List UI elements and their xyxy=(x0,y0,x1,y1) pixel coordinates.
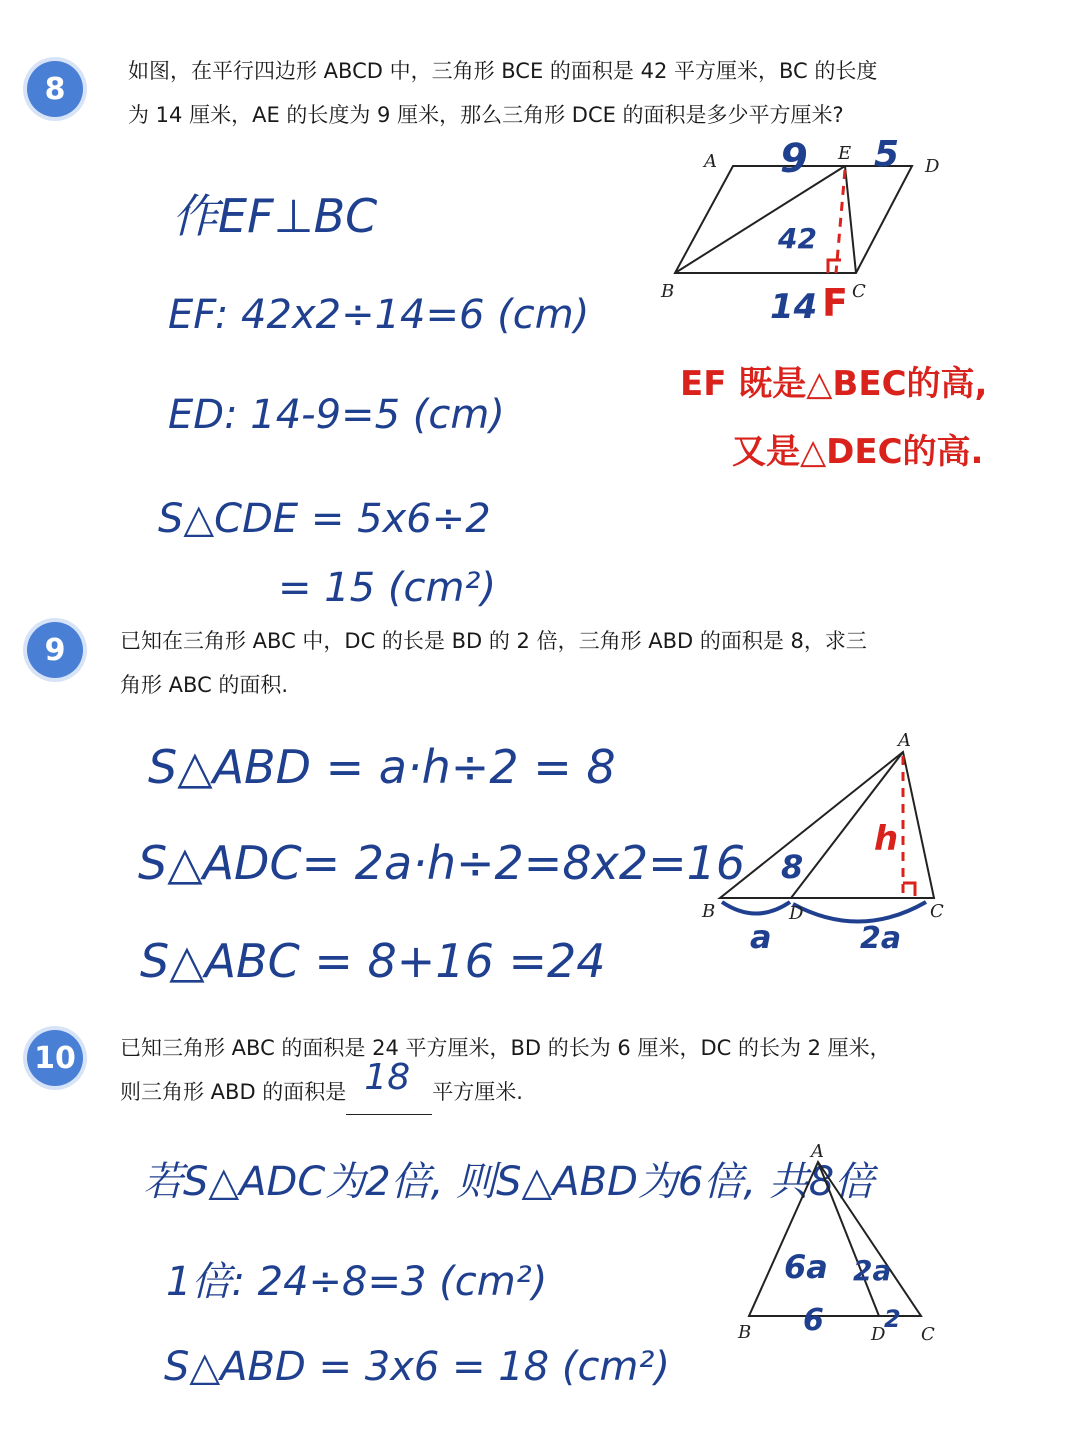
q9-work-line1: S△ABD = a·h÷2 = 8 xyxy=(148,740,616,794)
question-8-line2: 为 14 厘米，AE 的长度为 9 厘米，那么三角形 DCE 的面积是多少平方厘米? xyxy=(128,103,844,127)
q9-label-d: D xyxy=(789,903,804,924)
q9-label-b: B xyxy=(702,901,716,922)
question-10-line2-post: 平方厘米. xyxy=(432,1080,523,1104)
q10-label-d: D xyxy=(871,1324,886,1345)
q10-label-2: 2 xyxy=(884,1305,901,1333)
question-9-line2: 角形 ABC 的面积. xyxy=(120,673,289,697)
q8-label-b: B xyxy=(661,281,675,302)
question-10-line2-pre: 则三角形 ABD 的面积是 xyxy=(120,1080,347,1104)
question-10-badge: 10 xyxy=(27,1030,83,1086)
q10-label-b: B xyxy=(738,1322,752,1343)
q8-work-line1: 作EF⊥BC xyxy=(172,189,378,243)
q10-triangle xyxy=(749,1162,921,1316)
q10-label-c: C xyxy=(921,1324,935,1345)
q9-label-c: C xyxy=(930,901,944,922)
q8-label-42: 42 xyxy=(778,222,817,255)
q10-label-a: A xyxy=(811,1141,824,1162)
q8-label-e: E xyxy=(838,143,852,164)
answer-value: 18 xyxy=(364,1057,411,1098)
q9-label-a-len: a xyxy=(750,918,772,956)
q8-label-c: C xyxy=(852,281,866,302)
q10-label-2a: 2a xyxy=(853,1254,892,1287)
q8-work-line5: = 15 (cm²) xyxy=(278,565,497,611)
q8-work-line4: S△CDE = 5x6÷2 xyxy=(158,496,491,542)
q8-work-line3: ED: 14-9=5 (cm) xyxy=(168,392,505,438)
q8-work-line2: EF: 42x2÷14=6 (cm) xyxy=(168,292,590,338)
q9-work-line2: S△ADC= 2a·h÷2=8x2=16 xyxy=(138,836,746,890)
q10-work-line2: 1倍: 24÷8=3 (cm²) xyxy=(166,1259,548,1305)
question-8-badge: 8 xyxy=(27,61,83,117)
q8-label-5: 5 xyxy=(874,134,900,175)
question-8-line1: 如图，在平行四边形 ABCD 中，三角形 BCE 的面积是 42 平方厘米，BC 的长度 xyxy=(128,59,878,83)
q9-label-2a: 2a xyxy=(860,921,902,956)
q8-note-line2: 又是△DEC的高. xyxy=(732,432,984,472)
question-10-line1: 已知三角形 ABC 的面积是 24 平方厘米，BD 的长为 6 厘米，DC 的长为 2 厘米， xyxy=(120,1036,891,1060)
q9-label-a: A xyxy=(898,730,911,751)
question-9-line1: 已知在三角形 ABC 中，DC 的长是 BD 的 2 倍，三角形 ABD 的面积是 8，求三 xyxy=(120,629,867,653)
q8-note-line1: EF 既是△BEC的高, xyxy=(680,364,988,404)
q8-label-14: 14 xyxy=(770,287,818,327)
q10-label-6: 6 xyxy=(803,1303,824,1338)
q10-work-line1: 若S△ADC为2倍, 则S△ABD为6倍, 共8倍 xyxy=(143,1159,875,1205)
q8-label-a: A xyxy=(704,151,717,172)
q8-label-d: D xyxy=(925,156,940,177)
q9-label-8: 8 xyxy=(781,848,804,886)
q9-work-line3: S△ABC = 8+16 =24 xyxy=(140,934,606,988)
q8-label-f: F xyxy=(822,281,848,325)
q8-label-9: 9 xyxy=(780,136,808,182)
q9-label-h: h xyxy=(874,819,899,859)
q10-label-6a: 6a xyxy=(784,1248,828,1286)
q10-work-line3: S△ABD = 3x6 = 18 (cm²) xyxy=(164,1344,671,1390)
question-9-badge: 9 xyxy=(27,622,83,678)
